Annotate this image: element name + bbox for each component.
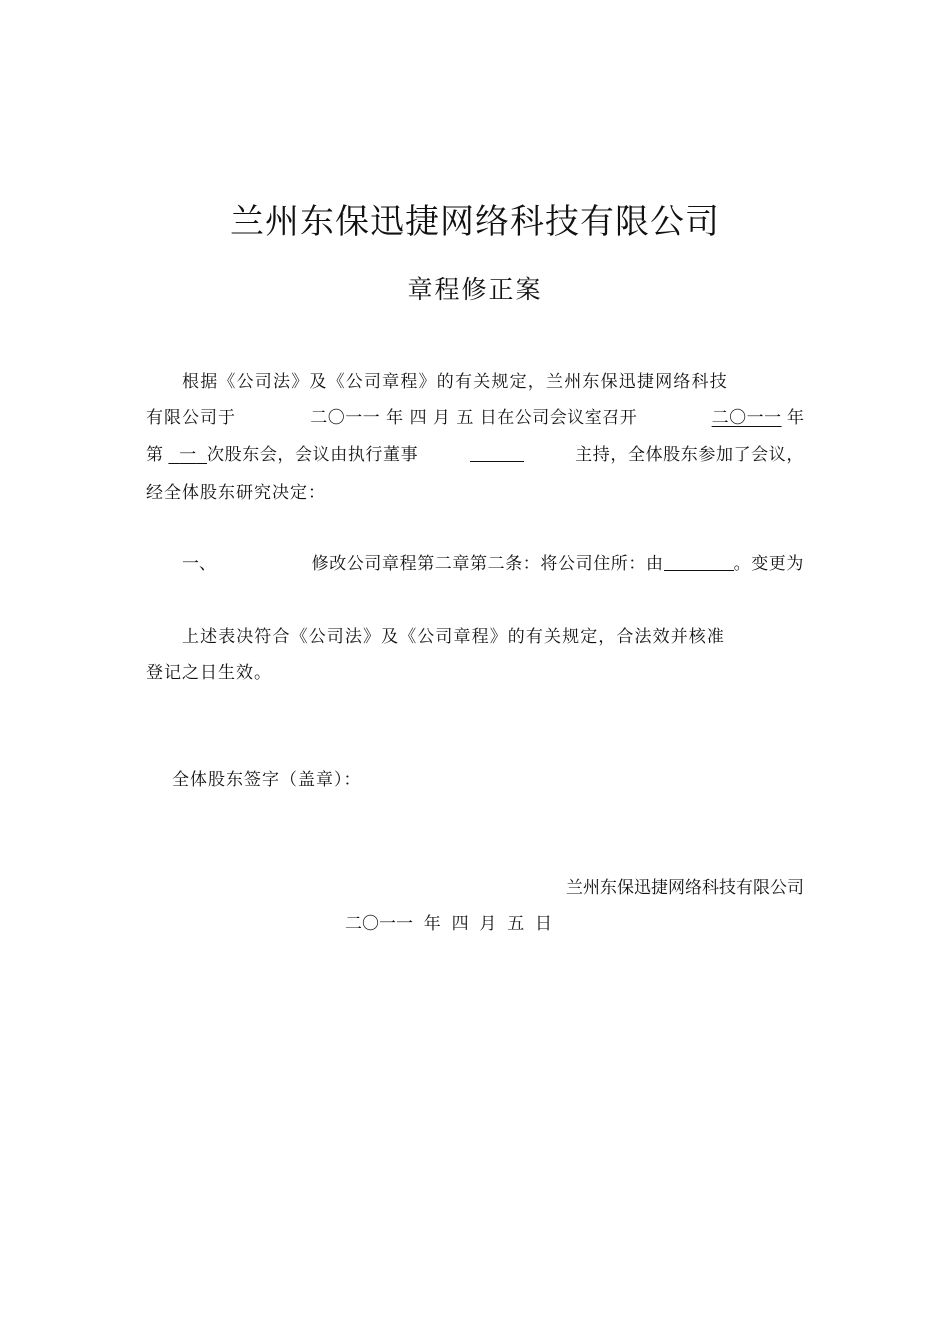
intro-line-4: [146, 481, 804, 505]
intro-line-1: [146, 370, 804, 394]
intro-text-2a: 有限公司于: [146, 408, 236, 428]
conclusion-text-1: 上述表决符合《公司法》及《公司章程》的有关规定，合法效并核准: [182, 627, 725, 647]
document-subtitle: 章程修正案: [407, 275, 543, 304]
director-name-blank: [470, 443, 524, 462]
old-address-blank: [664, 552, 734, 571]
intro-text-3b: 次股东会，会议由执行董事: [207, 445, 419, 465]
intro-text-4: 经全体股东研究决定：: [146, 483, 326, 503]
signoff-date: 二〇一一 年 四 月 五 日: [345, 914, 553, 934]
intro-text-3a: 第: [146, 445, 163, 465]
conclusion-line-1: [146, 625, 804, 649]
meeting-number: 一: [179, 445, 197, 465]
item-text: 修改公司章程第二章第二条：将公司住所：由: [311, 554, 664, 574]
intro-line-3: [146, 443, 804, 467]
meeting-date: 二〇一一 年 四 月 五 日在公司会议室召开: [310, 408, 638, 428]
signature-label: 全体股东签字（盖章）：: [172, 770, 362, 790]
intro-line-2: [146, 406, 804, 430]
intro-text-1: 根据《公司法》及《公司章程》的有关规定，兰州东保迅捷网络科技: [182, 372, 728, 392]
item-tail: 。变更为: [733, 554, 804, 574]
meeting-year: 二〇一一: [711, 408, 782, 428]
company-signoff: 兰州东保迅捷网络科技有限公司: [566, 878, 804, 898]
conclusion-text-2: 登记之日生效。: [146, 663, 272, 683]
intro-text-2b: 年: [787, 408, 804, 428]
item-number: 一、: [182, 554, 216, 574]
intro-text-3c: 主持，全体股东参加了会议，: [575, 445, 804, 465]
amendment-item-1: [146, 552, 804, 576]
company-title: 兰州东保迅捷网络科技有限公司: [230, 202, 720, 242]
conclusion-line-2: [146, 661, 804, 685]
